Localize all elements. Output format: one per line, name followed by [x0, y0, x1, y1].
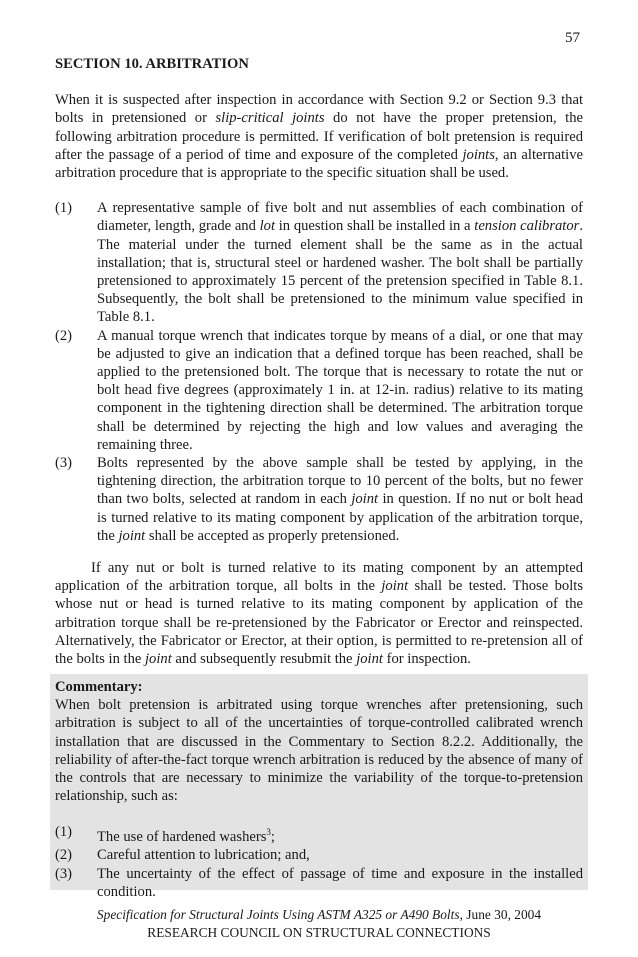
item-number: (1): [55, 824, 73, 841]
list-item: [55, 823, 583, 846]
footer-title: Specification for Structural Joints Using ASTM A325 or A490 Bolts, June 30, 2004: [96, 907, 542, 922]
item-text: Careful attention to lubrication; and,: [97, 847, 310, 864]
item-number: (2): [55, 847, 73, 864]
intro-paragraph: When it is suspected after inspection in accordance with Section 9.2 or Section 9.3 that bolts in pretensioned or slip-critical joints do not have the proper pretension, the following arbitration procedure is permitted. If verification of bolt pretension is required after the passage of a period of time and exposure of the completed joints, an alternative arbitration procedure that is appropriate to the specific situation shall be used.: [55, 92, 584, 182]
item-text: A manual torque wrench that indicates torque by means of a dial, or one that may be adjusted to give an indication that a defined torque has been reached, shall be applied to the pretensioned bolt. The torque that is necessary to rotate the nut or bolt head five degrees (approximately 1 in. at 12-in. radius) relative to its mating component in the tightening direction shall be determined. The arbitration torque shall be determined by rejecting the high and low values and averaging the remaining three.: [97, 327, 583, 453]
retest-paragraph: If any nut or bolt is turned relative to its mating component by an attempted application of the arbitration torque, all bolts in the joint shall be tested. Those bolts whose nut or head is turned relative to its mating component by application of the arbitration torque shall be re-pretensioned by the Fabricator or Erector and reinspected. Alternatively, the Fabricator or Erector, at their option, is permitted to re-pretension all of the bolts in the joint and subsequently resubmit the joint for inspection.: [55, 560, 583, 668]
procedure-list: [55, 199, 583, 545]
commentary-heading: Commentary:: [55, 679, 143, 695]
item-text: Bolts represented by the above sample shall be tested by applying, in the tightening direction, the arbitration torque to 10 percent of the bolts, but no fewer than two bolts, selected at random in each joint in question. If no nut or bolt head is turned relative to its mating component by application of the arbitration torque, the joint shall be accepted as properly pretensioned.: [97, 455, 584, 544]
list-item: [55, 199, 583, 326]
page-number: 57: [565, 30, 580, 46]
commentary-text: When bolt pretension is arbitrated using torque wrenches after pretensioning, such arbitration is subject to all of the uncertainties of torque-controlled calibrated wrench installation that are discussed in the Commentary to Section 8.2.2. Additionally, the reliability of after-the-fact torque wrench arbitration is reduced by the absence of many of the controls that are necessary to minimize the variability of the torque-to-pretension relationship, such as:: [55, 697, 583, 805]
item-number: (3): [55, 455, 73, 472]
commentary-box: [50, 674, 588, 900]
item-number: (2): [55, 327, 73, 344]
footer-org: RESEARCH COUNCIL ON STRUCTURAL CONNECTIONS: [147, 925, 491, 940]
document-body: [55, 55, 583, 668]
item-number: (3): [55, 865, 73, 882]
list-item: [55, 327, 583, 454]
item-number: (1): [55, 200, 73, 217]
commentary-list: [55, 823, 583, 901]
item-text: The use of hardened washers$^3$;: [97, 827, 275, 846]
list-item: [55, 865, 583, 901]
list-item: [55, 846, 583, 864]
page-footer: [0, 906, 638, 942]
list-item: [55, 454, 583, 545]
item-text: A representative sample of five bolt and nut assemblies of each combination of diameter, length, grade and lot in question shall be installed in a tension calibrator. The material under the turned element shall be the same as in the actual installation; that is, structural steel or hardened washer. The bolt shall be partially pretensioned to approximately 15 percent of the pretension specified in Table 8.1. Subsequently, the bolt shall be pretensioned to the minimum value specified in Table 8.1.: [97, 200, 583, 326]
section-title: SECTION 10. ARBITRATION: [55, 56, 249, 72]
item-text: The uncertainty of the effect of passage of time and exposure in the installed condition.: [97, 865, 583, 900]
